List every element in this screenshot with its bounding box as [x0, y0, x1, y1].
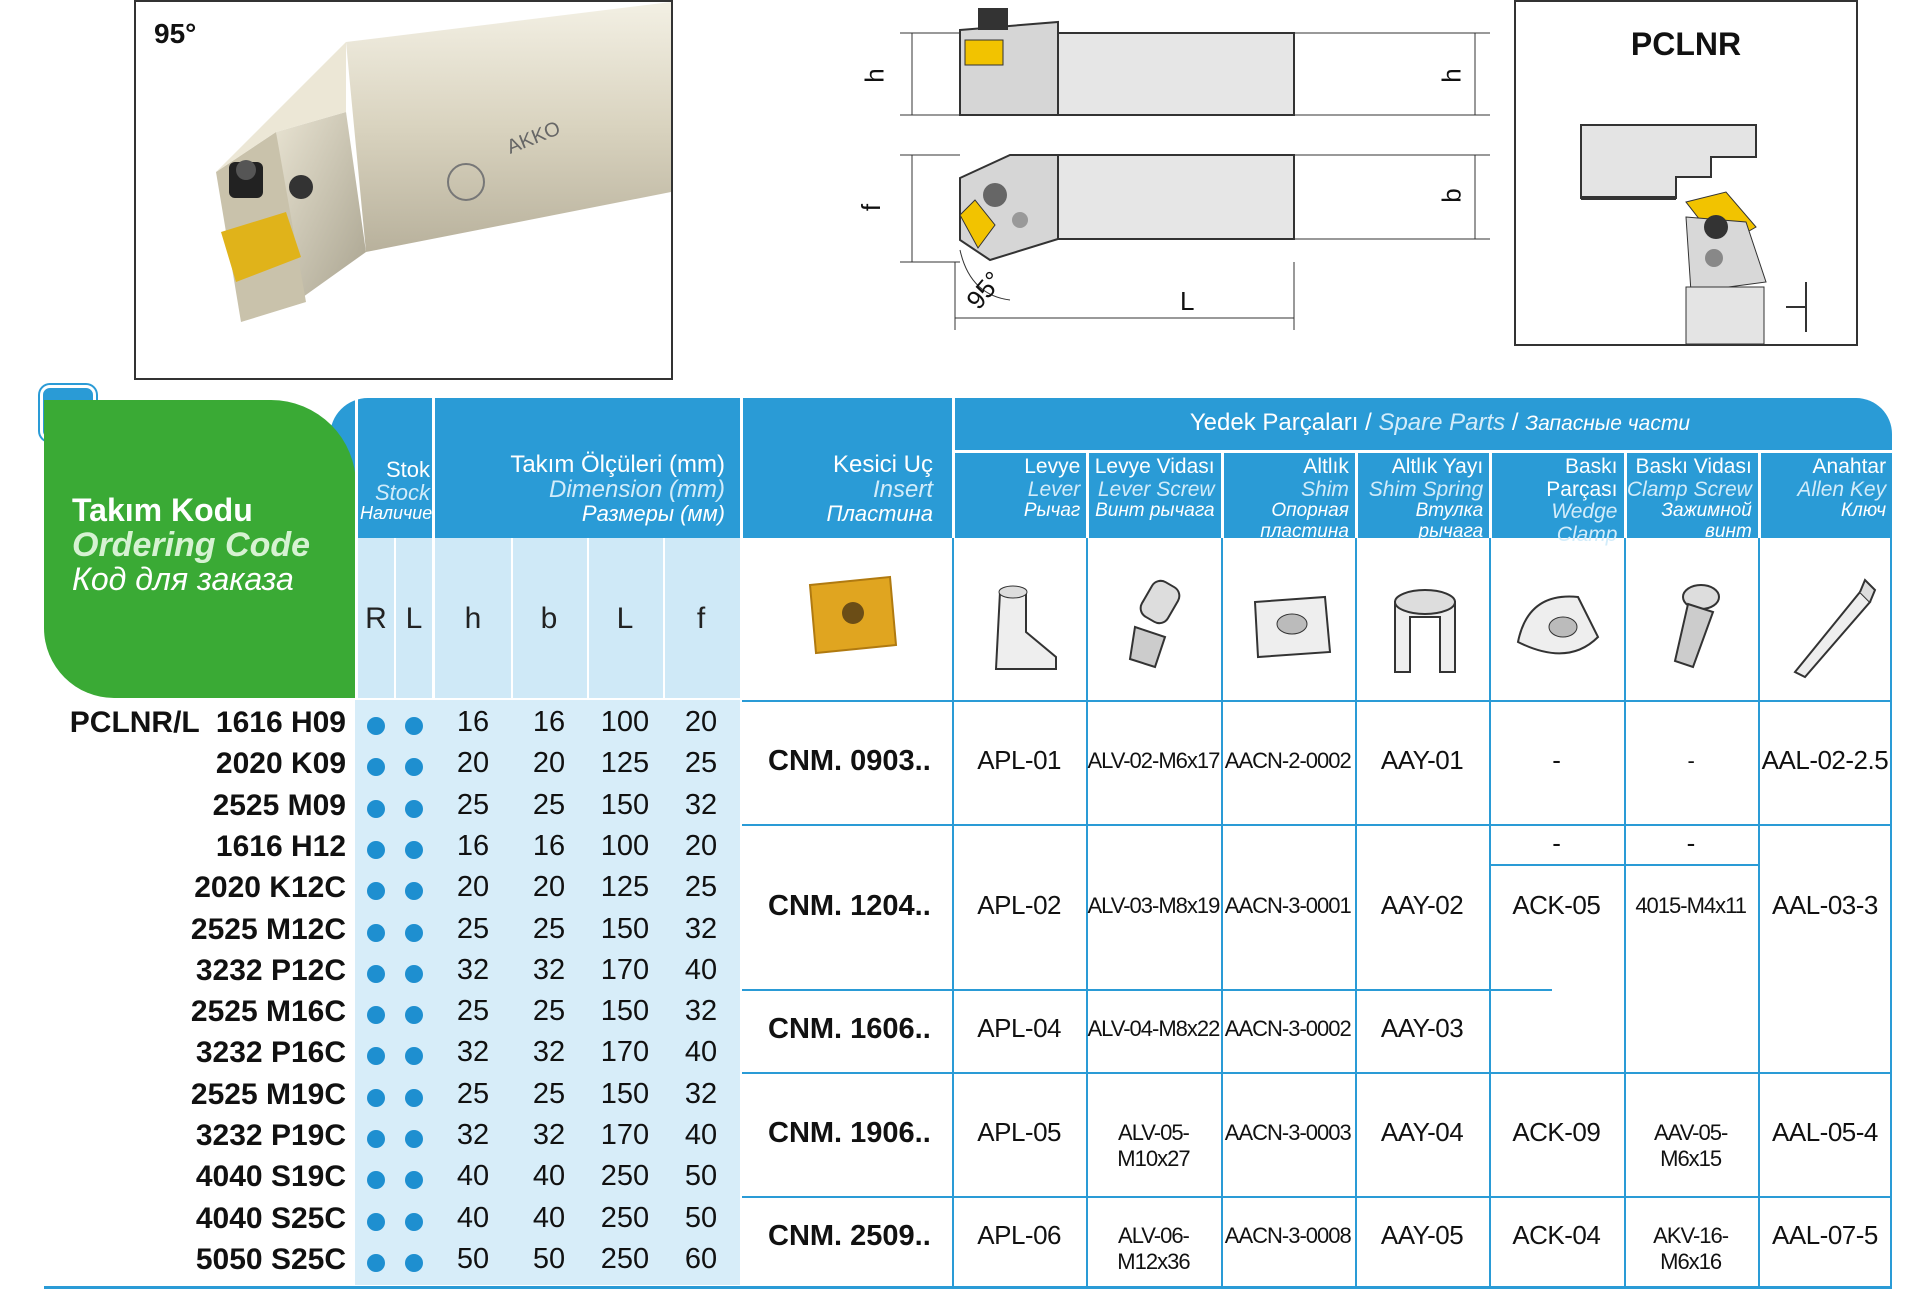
- dim-b: 25: [532, 1077, 566, 1110]
- spare-col-tr: Altlık Yayı: [1391, 455, 1484, 478]
- dim-f: 40: [684, 953, 718, 986]
- col-divider: [663, 538, 665, 698]
- dim-h: 50: [456, 1242, 490, 1275]
- dim-h: 20: [456, 747, 490, 780]
- technical-drawing: [856, 0, 1510, 345]
- col-L: L: [616, 602, 634, 635]
- dim-f: 20: [684, 706, 718, 738]
- stock-r-dot: [367, 924, 385, 942]
- spare-part-shim-spring: AAY-05: [1380, 1219, 1464, 1250]
- dim-L: 150: [600, 995, 650, 1028]
- side-view-drawing: [1516, 2, 1856, 344]
- group-separator: [1552, 824, 1890, 826]
- dim-b: 16: [532, 829, 566, 862]
- dim-f: 60: [684, 1242, 718, 1275]
- spare-col-en: Lever Screw: [1097, 477, 1215, 501]
- stock-l-dot: [405, 800, 423, 818]
- stock-l-dot: [405, 965, 423, 983]
- insert-code: CNM. 1906..: [768, 1116, 931, 1149]
- insert-tr: Kesici Uç: [832, 451, 933, 478]
- spare-part-clamp-screw: 4015-M4x11: [1635, 892, 1746, 918]
- photo-angle-label: 95°: [154, 18, 197, 49]
- dim-L: 150: [600, 912, 650, 945]
- spare-part-shim-spring: AAY-03: [1380, 1013, 1464, 1044]
- dim-L: 170: [600, 1119, 650, 1151]
- dim-L: 100: [600, 706, 650, 738]
- spare-col-en: Shim Spring: [1368, 477, 1484, 501]
- spare-col-ru: Зажимной винт: [1661, 500, 1752, 542]
- header-divider: [355, 398, 358, 698]
- spare-part-lever-screw: ALV-03-M8x19: [1087, 892, 1220, 918]
- dim-L: L: [1180, 286, 1195, 316]
- insert-icon: [790, 565, 910, 665]
- spare-col-ru: Втулка рычага: [1415, 500, 1484, 542]
- ordering-code: 4040 S19C: [195, 1160, 346, 1194]
- ordering-code: 2020 K09: [215, 747, 346, 781]
- dim-L: 170: [600, 1036, 650, 1069]
- spare-col-ru: Рычаг: [1023, 500, 1081, 522]
- dim-L: 150: [600, 1077, 650, 1110]
- dim-h: 25: [456, 995, 490, 1028]
- spare-col-tr: Levye: [1024, 455, 1081, 478]
- ordering-code: 3232 P19C: [195, 1119, 346, 1152]
- stock-en: Stock: [374, 480, 430, 506]
- spare-col-header: [1223, 456, 1349, 542]
- ordering-code: 2525 M16C: [190, 995, 346, 1029]
- stock-r-dot: [367, 1213, 385, 1231]
- spare-col-header: [1357, 456, 1483, 542]
- spare-parts-sep-1: /: [1365, 409, 1372, 436]
- spare-part-shim: AACN-3-0008: [1224, 1222, 1351, 1248]
- spare-parts-header: [1100, 410, 1690, 435]
- dim-b: 20: [532, 871, 566, 904]
- spare-part-lever: APL-06: [977, 1219, 1062, 1250]
- ordering-code: 2020 K12C: [194, 871, 346, 905]
- dim-f: 32: [684, 1077, 718, 1110]
- stock-l-dot: [405, 1089, 423, 1107]
- spare-part-shim: AACN-2-0002: [1224, 747, 1351, 773]
- spare-part-wedge: ACK-04: [1512, 1219, 1601, 1250]
- spare-part-lever-screw: ALV-05-M10x27: [1117, 1119, 1190, 1171]
- dim-f: 32: [684, 995, 718, 1028]
- insert-ru: Пластина: [826, 501, 933, 527]
- shim-spring-icon: [1375, 572, 1475, 682]
- dimensions-en: Dimension (mm): [548, 476, 725, 504]
- spare-part-wedge-top: -: [1552, 827, 1561, 858]
- spare-col-header: [1626, 456, 1752, 542]
- ordering-code: 3232 P16C: [195, 1036, 346, 1070]
- dim-L: 250: [600, 1160, 650, 1193]
- spare-part-shim: AACN-3-0001: [1224, 892, 1351, 918]
- side-view-box: [1514, 0, 1858, 346]
- dim-h: 16: [456, 706, 490, 738]
- stock-r-dot: [367, 1130, 385, 1148]
- spare-col-header: [1491, 456, 1617, 567]
- spare-col-header: [1760, 456, 1886, 522]
- group-separator: [1552, 1072, 1890, 1074]
- spare-part-lever: APL-01: [977, 744, 1062, 775]
- ordering-code: 3232 P12C: [195, 953, 346, 987]
- dim-f: 50: [684, 1160, 718, 1193]
- dim-b: 32: [532, 1036, 566, 1069]
- spare-col-header: [954, 456, 1080, 522]
- spare-part-shim: AACN-3-0002: [1224, 1016, 1351, 1042]
- spare-part-shim-spring: AAY-04: [1380, 1116, 1464, 1147]
- ordering-code-en: Ordering Code: [72, 525, 311, 564]
- spare-parts-sep-2: /: [1511, 409, 1519, 436]
- stock-l-dot: [405, 1130, 423, 1148]
- dim-h: 25: [456, 1077, 490, 1110]
- spare-col-tr: Levye Vidası: [1094, 455, 1215, 478]
- stock-l-dot: [405, 924, 423, 942]
- stock-r-dot: [367, 800, 385, 818]
- stock-header: [360, 457, 433, 524]
- spare-part-lever-screw: ALV-04-M8x22: [1087, 1016, 1220, 1042]
- col-r: R: [365, 602, 387, 635]
- stock-l-dot: [405, 1213, 423, 1231]
- spare-part-lever-screw: ALV-06-M12x36: [1117, 1222, 1190, 1274]
- dim-f: 32: [684, 788, 718, 821]
- spare-col-en: Wedge Clamp: [1551, 500, 1618, 547]
- dim-h: 40: [456, 1201, 490, 1234]
- dimensions-tr: Takım Ölçüleri (mm): [510, 451, 725, 478]
- dim-b: 32: [532, 953, 566, 986]
- spare-part-lever: APL-02: [977, 889, 1062, 920]
- dim-b: 25: [532, 912, 566, 945]
- col-f: f: [696, 602, 706, 635]
- dim-h: 40: [456, 1160, 490, 1193]
- dim-h: 25: [456, 912, 490, 945]
- ordering-code-label: [72, 494, 310, 597]
- stock-l-dot: [405, 1006, 423, 1024]
- stock-r-dot: [367, 1254, 385, 1272]
- group-separator: [742, 1196, 1552, 1198]
- spare-col-ru: Винт рычага: [1095, 500, 1215, 522]
- spare-part-clamp-screw: AAV-05-M6x15: [1653, 1119, 1728, 1171]
- side-view-title: PCLNR: [1630, 26, 1742, 62]
- dim-b: 40: [532, 1201, 566, 1234]
- clamp-screw-icon: [1643, 572, 1743, 682]
- group-separator: [1552, 1196, 1890, 1198]
- dim-h-left: h: [859, 68, 890, 83]
- dim-h: 16: [456, 829, 490, 862]
- insert-en: Insert: [872, 476, 933, 504]
- header-divider: [952, 450, 1892, 453]
- dim-f: 20: [684, 829, 718, 862]
- ordering-code: PCLNR/L 1616 H09: [69, 706, 346, 739]
- spare-part-key: AAL-07-5: [1772, 1219, 1878, 1250]
- col-h: h: [464, 602, 482, 635]
- header-divider: [432, 398, 435, 698]
- spare-col-header: [1088, 456, 1214, 522]
- col-divider: [511, 538, 513, 698]
- dim-b: 20: [532, 747, 566, 780]
- subgroup-separator: [1489, 864, 1758, 866]
- ordering-code: 2525 M12C: [190, 912, 346, 946]
- col-divider: [394, 538, 396, 698]
- dim-b: b: [1436, 188, 1467, 203]
- spare-col-tr: Baskı Parçası: [1546, 455, 1618, 501]
- ordering-code-tr: Takım Kodu: [72, 492, 253, 528]
- dim-h: 32: [456, 1036, 490, 1069]
- dim-L: 170: [600, 953, 650, 986]
- dim-f: 25: [684, 871, 718, 904]
- dim-b: 16: [532, 706, 566, 738]
- stock-r-dot: [367, 717, 385, 735]
- dim-f: 40: [684, 1119, 718, 1151]
- dim-f: 40: [684, 1036, 718, 1069]
- lever-icon: [970, 572, 1070, 682]
- spare-part-shim-spring: AAY-01: [1380, 744, 1464, 775]
- dim-L: 125: [600, 871, 650, 904]
- stock-r-dot: [367, 1089, 385, 1107]
- stock-r-dot: [367, 1006, 385, 1024]
- spare-part-key: AAL-05-4: [1772, 1116, 1878, 1147]
- dimensions-ru: Размеры (мм): [581, 501, 725, 527]
- spare-part-clamp-screw: AKV-16-M6x16: [1653, 1222, 1729, 1274]
- spare-part-key: AAL-03-3: [1772, 889, 1878, 920]
- dim-h-right: h: [1436, 68, 1467, 83]
- insert-header: [748, 452, 933, 525]
- ordering-code: 5050 S25C: [195, 1242, 346, 1276]
- spare-part-clamp-screw: -: [1687, 747, 1694, 773]
- stock-l-dot: [405, 1254, 423, 1272]
- col-b: b: [540, 602, 558, 635]
- spare-parts-en: Spare Parts: [1378, 409, 1506, 436]
- dim-b: 25: [532, 788, 566, 821]
- tool-holder-photo: [136, 2, 671, 378]
- dim-angle: 95°: [960, 265, 1009, 315]
- col-divider: [587, 538, 589, 698]
- ordering-code-ru: Код для заказа: [72, 561, 294, 598]
- dim-b: 32: [532, 1119, 566, 1151]
- lever-screw-icon: [1105, 572, 1205, 682]
- insert-code: CNM. 1204..: [768, 889, 931, 922]
- spare-col-ru: Ключ: [1840, 500, 1887, 522]
- group-separator: [742, 824, 1552, 826]
- spare-col-en: Shim: [1301, 477, 1349, 501]
- stock-r-dot: [367, 965, 385, 983]
- photo-brand-text: AKKO: [503, 117, 564, 159]
- spare-part-wedge: ACK-05: [1512, 889, 1601, 920]
- stock-l-dot: [405, 717, 423, 735]
- dimensions-header: [440, 452, 725, 525]
- spare-part-key: AAL-02-2.5: [1761, 744, 1889, 775]
- dim-h: 20: [456, 871, 490, 904]
- dim-f: f: [856, 203, 887, 212]
- dim-f: 50: [684, 1201, 718, 1234]
- ordering-code: 2525 M19C: [190, 1077, 346, 1111]
- spare-parts-ru: Запасные части: [1525, 412, 1690, 435]
- spare-col-ru: Опорная пластина: [1260, 500, 1349, 542]
- dim-b: 25: [532, 995, 566, 1028]
- spare-part-lever-screw: ALV-02-M6x17: [1087, 747, 1220, 773]
- ordering-code: 4040 S25C: [195, 1201, 346, 1235]
- dim-L: 250: [600, 1242, 650, 1275]
- spare-col-en: Lever: [1027, 477, 1081, 501]
- spare-col-ru: Прижим: [1545, 545, 1618, 567]
- wedge-clamp-icon: [1508, 572, 1608, 682]
- dim-f: 32: [684, 912, 718, 945]
- table-bottom-line: [44, 1286, 1892, 1289]
- dim-b: 50: [532, 1242, 566, 1275]
- spare-col-en: Clamp Screw: [1626, 477, 1752, 501]
- product-photo: [134, 0, 673, 380]
- group-separator: [742, 1072, 1552, 1074]
- dim-L: 250: [600, 1201, 650, 1234]
- spare-parts-tr: Yedek Parçaları: [1189, 409, 1359, 436]
- spare-col-tr: Anahtar: [1812, 455, 1887, 478]
- dim-h: 32: [456, 953, 490, 986]
- header-divider: [740, 398, 743, 698]
- shim-icon: [1240, 572, 1340, 682]
- allen-key-icon: [1780, 572, 1880, 682]
- dim-f: 25: [684, 747, 718, 780]
- group-separator: [742, 700, 1890, 702]
- dim-L: 100: [600, 829, 650, 862]
- spare-part-wedge: ACK-09: [1512, 1116, 1601, 1147]
- insert-code: CNM. 0903..: [768, 744, 931, 777]
- dim-h: 32: [456, 1119, 490, 1151]
- insert-code: CNM. 2509..: [768, 1219, 931, 1252]
- stock-l-dot: [405, 841, 423, 859]
- spare-part-shim-spring: AAY-02: [1380, 889, 1464, 920]
- ordering-code: 2525 M09: [212, 788, 346, 822]
- col-l: L: [405, 602, 423, 635]
- spare-col-tr: Altlık: [1303, 455, 1349, 478]
- stock-tr: Stok: [385, 457, 430, 482]
- dim-L: 150: [600, 788, 650, 821]
- insert-code: CNM. 1606..: [768, 1013, 931, 1046]
- dim-h: 25: [456, 788, 490, 821]
- spare-part-lever: APL-05: [977, 1116, 1062, 1147]
- stock-ru: Наличие: [360, 503, 433, 524]
- spare-part-clamp-top: -: [1686, 827, 1695, 858]
- spare-part-lever: APL-04: [977, 1013, 1062, 1044]
- spare-col-en: Allen Key: [1797, 477, 1887, 501]
- dim-L: 125: [600, 747, 650, 780]
- spare-col-tr: Baskı Vidası: [1635, 455, 1752, 478]
- ordering-code: 1616 H12: [215, 829, 346, 863]
- spare-part-wedge: -: [1552, 744, 1561, 775]
- spare-part-shim: AACN-3-0003: [1224, 1119, 1351, 1145]
- stock-r-dot: [367, 841, 385, 859]
- group-separator: [742, 989, 1552, 991]
- dim-b: 40: [532, 1160, 566, 1193]
